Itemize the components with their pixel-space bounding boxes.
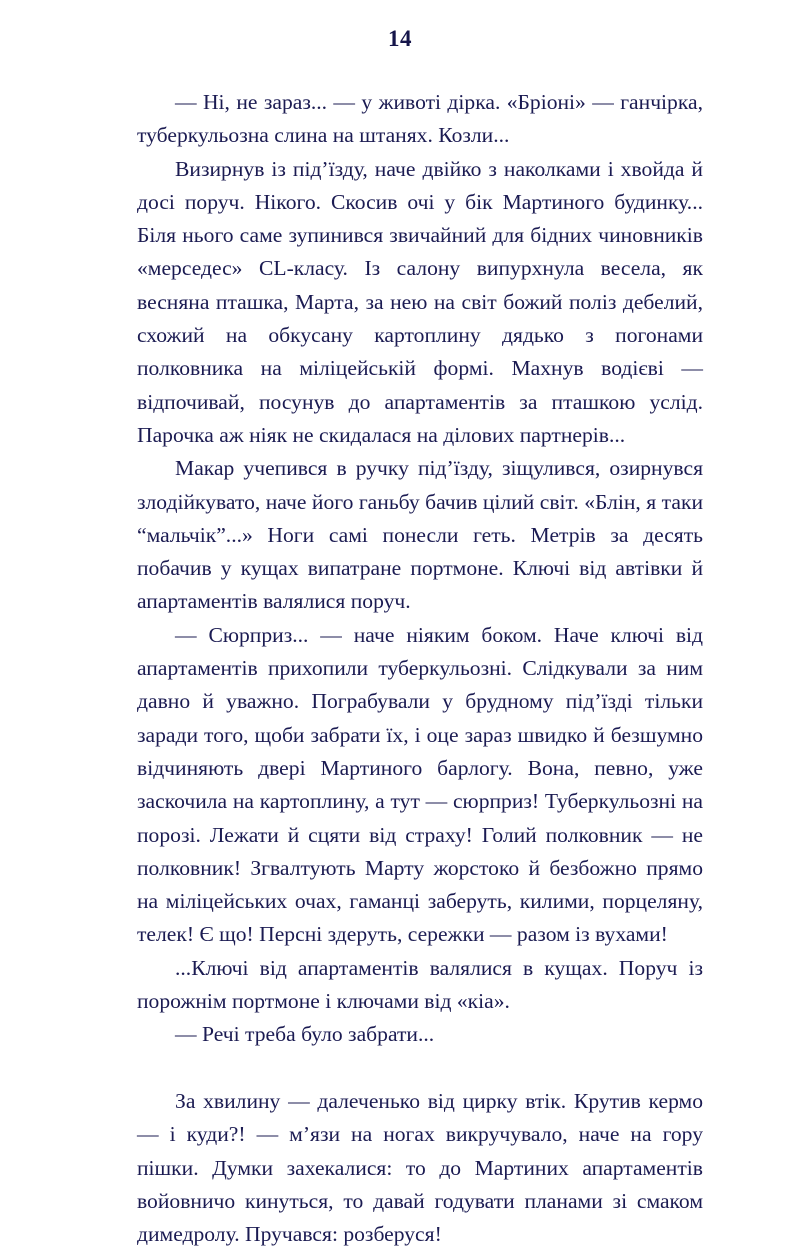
paragraph: — Ні, не зараз... — у животі дірка. «Бріоні» — ганчірка, туберкульозна слина на штанях. Козли... xyxy=(137,90,703,148)
paragraph: Макар учепився в ручку під’їзду, зіщулився, озирнувся злодійкувато, наче його ганьбу бачив цілий світ. «Блін, я таки “мальчік”...» Ноги самі понесли геть. Метрів за десять побачив у кущах випатране портмоне. Ключі від автівки й апартаментів валялися поруч. xyxy=(137,456,703,614)
paragraph: — Речі треба було забрати... xyxy=(175,1022,435,1047)
paragraph: Визирнув із під’їзду, наче двійко з наколками і хвойда й досі поруч. Нікого. Скосив очі у бік Мартиного будинку... Біля нього саме зупинився звичайний для бідних чиновників «мерседес» CL-класу. Із салону випурхнула весела, як весняна пташка, Марта, за нею на світ божий поліз дебелий, схожий на обкусану картоплину дядько з погонами полковника на міліцейській формі. Махнув водієві — відпочивай, посунув до апартаментів за пташкою услід. Парочка аж ніяк не скидалася на ділових партнерів... xyxy=(137,156,703,447)
paragraph: ...Ключі від апартаментів валялися в кущах. Поруч із порожнім портмоне і ключами від «кіа». xyxy=(137,955,703,1014)
paragraph: За хвилину — далеченько від цирку втік. Крутив кермо — і куди?! — м’язи на ногах викручувало, наче на гору пішки. Думки захекалися: то до Мартиних апартаментів войовничо кинуться, то давай годувати планами зі смаком димедролу. Пручався: розберуся! xyxy=(137,1088,703,1247)
page-text-block xyxy=(137,86,703,1251)
section-break xyxy=(137,1052,703,1085)
page-number: 14 xyxy=(388,26,412,51)
paragraph: — Сюрприз... — наче ніяким боком. Наче ключі від апартаментів прихопили туберкульозні. Слідкували за ним давно й уважно. Пограбували у брудному під’їзді тільки заради того, щоби забрати їх, і оце зараз швидко й безшумно відчиняють двері Мартиного барлогу. Вона, певно, уже заскочила на картоплину, а тут — сюрприз! Туберкульозні на порозі. Лежати й сцяти від страху! Голий полковник — не полковник! Згвалтують Марту жорстоко й безбожно прямо на міліцейських очах, гаманці заберуть, килими, порцеляну, телек! Є що! Персні здеруть, сережки — разом із вухами! xyxy=(137,622,703,947)
